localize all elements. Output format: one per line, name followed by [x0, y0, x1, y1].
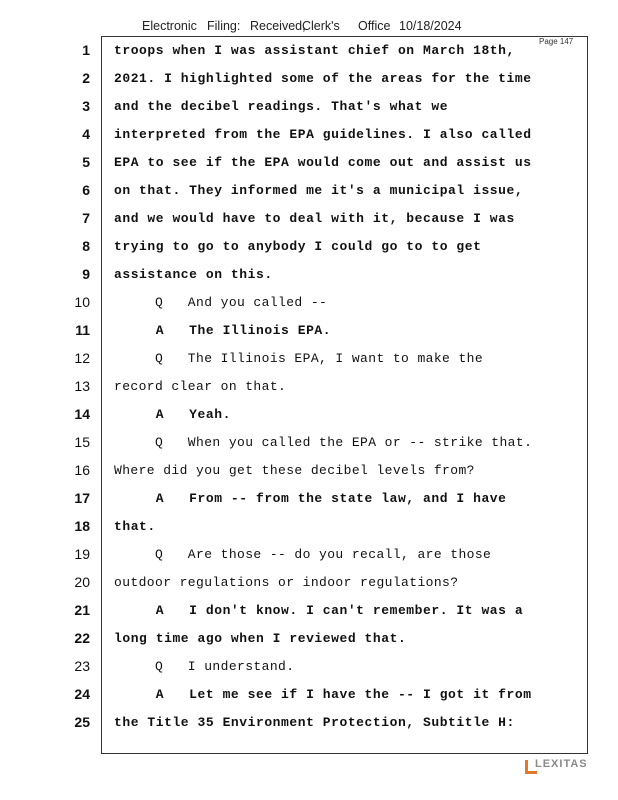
line-text: A The Illinois EPA.: [114, 323, 332, 338]
line-text: troops when I was assistant chief on March 18th,: [114, 43, 515, 58]
header-filing: Filing:: [207, 19, 241, 33]
line-number: 9: [82, 266, 90, 282]
line-number: 16: [74, 462, 90, 478]
line-number: 8: [82, 238, 90, 254]
line-text: long time ago when I reviewed that.: [114, 631, 407, 646]
transcript-line: [0, 264, 618, 292]
line-number: 23: [74, 658, 90, 674]
header-electronic: Electronic: [142, 19, 197, 33]
line-number: 14: [74, 406, 90, 422]
line-text: and we would have to deal with it, because I was: [114, 211, 515, 226]
lexitas-logo: [524, 757, 614, 777]
line-number: 2: [82, 70, 90, 86]
line-text: A From -- from the state law, and I have: [114, 491, 507, 506]
line-number: 15: [74, 434, 90, 450]
line-text: outdoor regulations or indoor regulations?: [114, 575, 459, 590]
efiling-header: [0, 19, 618, 37]
transcript-line: [0, 404, 618, 432]
line-number: 10: [74, 294, 90, 310]
line-text: Q Are those -- do you recall, are those: [114, 547, 492, 562]
line-number: 17: [74, 490, 90, 506]
page-number: Page 147: [539, 37, 574, 46]
transcript-line: [0, 292, 618, 320]
line-number: 12: [74, 350, 90, 366]
transcript-line: [0, 712, 618, 740]
header-office: Office: [358, 19, 391, 33]
line-text: A Yeah.: [114, 407, 231, 422]
transcript-line: [0, 40, 618, 68]
transcript-line: [0, 68, 618, 96]
line-number: 1: [82, 42, 90, 58]
line-text: record clear on that.: [114, 379, 287, 394]
line-text: A Let me see if I have the -- I got it from: [114, 687, 532, 702]
line-text: 2021. I highlighted some of the areas for the time: [114, 71, 532, 86]
line-number: 3: [82, 98, 90, 114]
line-number: 18: [74, 518, 90, 534]
transcript-line: [0, 488, 618, 516]
transcript-line: [0, 152, 618, 180]
line-text: A I don't know. I can't remember. It was a: [114, 603, 524, 618]
line-text: the Title 35 Environment Protection, Subtitle H:: [114, 715, 515, 730]
line-number: 11: [75, 322, 90, 338]
line-number: 25: [74, 714, 90, 730]
line-number: 20: [74, 574, 90, 590]
line-number: 13: [74, 378, 90, 394]
line-text: that.: [114, 519, 156, 534]
line-text: and the decibel readings. That's what we: [114, 99, 449, 114]
transcript-line: [0, 348, 618, 376]
line-text: on that. They informed me it's a municipal issue,: [114, 183, 524, 198]
line-number: 4: [82, 126, 90, 142]
transcript-line: [0, 516, 618, 544]
lexitas-wordmark: LEXITAS: [535, 758, 588, 770]
transcript-line: [0, 376, 618, 404]
transcript-line: [0, 684, 618, 712]
transcript-line: [0, 124, 618, 152]
transcript-line: [0, 572, 618, 600]
line-text: trying to go to anybody I could go to to get: [114, 239, 482, 254]
line-number: 21: [74, 602, 90, 618]
line-number: 19: [74, 546, 90, 562]
transcript-line: [0, 96, 618, 124]
line-text: Q And you called --: [114, 295, 328, 310]
header-clerks: Clerk's: [302, 19, 340, 33]
transcript-line: [0, 460, 618, 488]
transcript-line: [0, 180, 618, 208]
line-number: 6: [82, 182, 90, 198]
transcript-line: [0, 320, 618, 348]
line-text: interpreted from the EPA guidelines. I also called: [114, 127, 532, 142]
transcript-line: [0, 544, 618, 572]
line-text: EPA to see if the EPA would come out and assist us: [114, 155, 532, 170]
line-text: Q I understand.: [114, 659, 295, 674]
line-text: Where did you get these decibel levels from?: [114, 463, 475, 478]
transcript-line: [0, 628, 618, 656]
header-received: Received,: [250, 19, 306, 33]
transcript-line: [0, 208, 618, 236]
transcript-line: [0, 236, 618, 264]
transcript-line: [0, 600, 618, 628]
transcript-line: [0, 656, 618, 684]
line-number: 24: [74, 686, 90, 702]
line-text: assistance on this.: [114, 267, 273, 282]
line-number: 22: [74, 630, 90, 646]
header-date: 10/18/2024: [399, 19, 462, 33]
line-number: 7: [82, 210, 90, 226]
line-text: Q The Illinois EPA, I want to make the: [114, 351, 484, 366]
line-number: 5: [82, 154, 90, 170]
transcript-line: [0, 432, 618, 460]
line-text: Q When you called the EPA or -- strike that.: [114, 435, 533, 450]
